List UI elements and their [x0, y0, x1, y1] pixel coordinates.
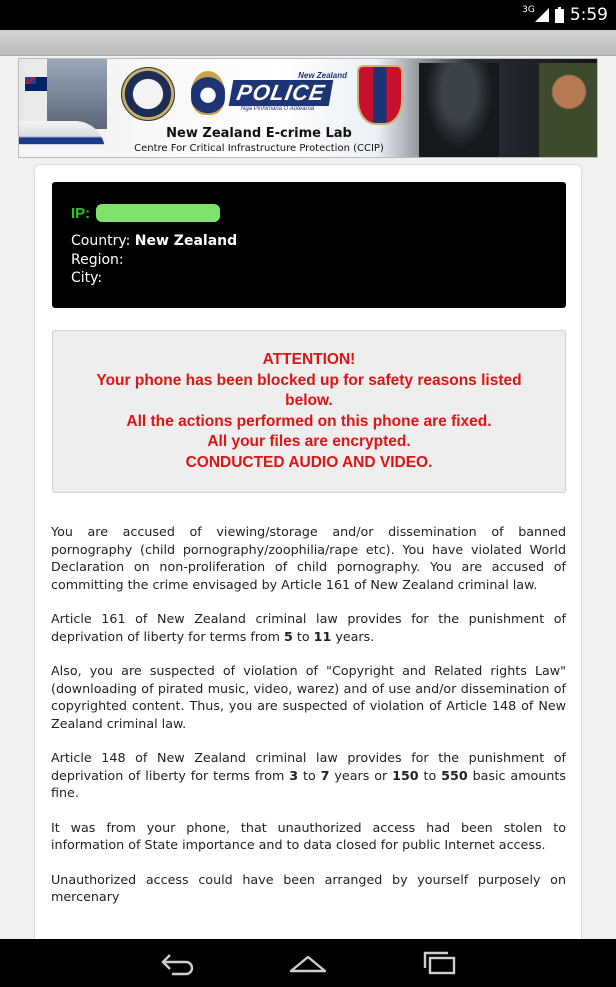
- app-bar: [0, 30, 616, 56]
- p4-to: to: [298, 767, 321, 783]
- status-bar: [0, 0, 616, 30]
- p4-fine-min: 150: [392, 767, 419, 783]
- status-icons: [522, 5, 608, 25]
- battery-icon: [555, 7, 564, 23]
- country-value: New Zealand: [134, 233, 238, 249]
- p4-min: 3: [289, 767, 299, 783]
- location-panel: [52, 182, 566, 308]
- country-label: Country:: [71, 233, 131, 249]
- signal-icon: [535, 8, 549, 22]
- police-badge-icon: [191, 71, 225, 115]
- police-logo-top: New Zealand: [298, 71, 347, 80]
- alert-blocked: Your phone has been blocked up for safety reasons listed below.: [96, 371, 522, 409]
- p4-or: years or: [329, 767, 393, 783]
- network-type: 3G: [522, 5, 535, 15]
- banner-title: New Zealand E-crime Lab: [166, 126, 352, 141]
- banner-subtitle: Centre For Critical Infrastructure Protection (CCIP): [134, 143, 384, 154]
- p4-end: basic amounts fine.: [51, 767, 566, 800]
- swat-officer-photo: [419, 63, 499, 158]
- p2-min: 5: [284, 628, 293, 644]
- ip-label: IP:: [71, 204, 91, 222]
- city-label: City:: [71, 270, 103, 286]
- recent-apps-icon[interactable]: [420, 949, 460, 977]
- home-icon[interactable]: [288, 949, 328, 977]
- p2-end: years.: [331, 628, 375, 644]
- paragraph-mercenary: Unauthorized access could have been arranged by yourself purposely on mercenary: [51, 871, 566, 904]
- header-banner: [18, 58, 598, 158]
- ip-value-redacted: [96, 204, 220, 222]
- message-page: [34, 164, 582, 939]
- country-row: [71, 233, 237, 249]
- attention-alert: [52, 330, 566, 493]
- paragraph-accusation: You are accused of viewing/storage and/or dissemination of banned pornography (child pornography/zoophilia/rape etc). You have violated World Declaration on non-proliferation of child pornography. You are accused of committing the crime envisaged by Article 161 of New Zealand criminal law.: [51, 524, 566, 592]
- police-logo-main: POLICE: [229, 80, 333, 106]
- p4-text: Article 148 of New Zealand criminal law provides for the punishment of deprivation of liberty for terms from: [51, 750, 566, 783]
- coat-of-arms-icon: [357, 65, 403, 125]
- seal-emblem-icon: [121, 67, 175, 121]
- police-logo-sub: Nga Pirihimana O Aotearoa: [241, 106, 315, 112]
- police-car-photo: [19, 121, 105, 158]
- clock: 5:59: [569, 5, 608, 25]
- region-row: [71, 252, 124, 268]
- alert-encrypted: All your files are encrypted.: [207, 433, 411, 450]
- p2-max: 11: [313, 628, 332, 644]
- alert-fixed: All the actions performed on this phone are fixed.: [126, 412, 492, 430]
- navigation-bar: [0, 939, 616, 987]
- building-photo: [47, 59, 107, 129]
- p2-to: to: [292, 628, 314, 644]
- officer-portrait-photo: [539, 63, 598, 158]
- back-icon[interactable]: [158, 949, 198, 977]
- accusation-text: [51, 523, 566, 923]
- police-logo: [231, 71, 351, 111]
- web-content[interactable]: [0, 56, 616, 939]
- paragraph-copyright: Also, you are suspected of violation of "Copyright and Related rights Law" (downloading of pirated music, video, warez) and of use and/or dissemination of copyrighted content. Thus, you are suspected of violation of Article 148 of New Zealand criminal law.: [51, 663, 566, 731]
- alert-recorded: CONDUCTED AUDIO AND VIDEO.: [185, 453, 433, 471]
- p2-text: Article 161 of New Zealand criminal law provides for the punishment of deprivation of liberty for terms from: [51, 611, 566, 644]
- paragraph-article-161: [51, 610, 566, 645]
- ip-row: [71, 204, 220, 222]
- alert-heading: ATTENTION!: [262, 351, 356, 368]
- city-row: [71, 270, 102, 286]
- nz-flag-icon: [25, 77, 47, 91]
- region-label: Region:: [71, 252, 124, 268]
- p4-max: 7: [320, 767, 330, 783]
- p4-to2: to: [418, 767, 442, 783]
- paragraph-article-148: [51, 749, 566, 802]
- p4-fine-max: 550: [441, 767, 468, 783]
- paragraph-unauthorized-access: It was from your phone, that unauthorized access had been stolen to information of State importance and to data closed for public Internet access.: [51, 819, 566, 852]
